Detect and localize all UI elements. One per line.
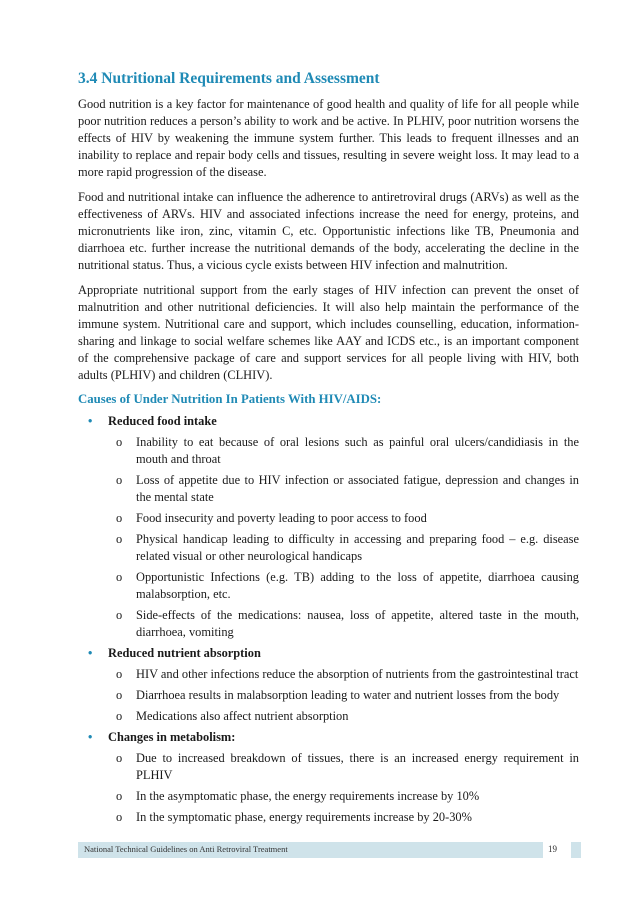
sub-bullet-icon: o xyxy=(116,511,123,525)
list-item xyxy=(78,569,579,603)
list-item xyxy=(78,666,579,683)
sub-bullet-icon: o xyxy=(116,688,123,702)
cause-title-wrapper xyxy=(78,645,579,662)
list-item-text: Side-effects of the medications: nausea, loss of appetite, altered taste in the mouth, diarrhoea, vomiting xyxy=(136,608,579,639)
cause-title: Reduced nutrient absorption xyxy=(108,646,261,660)
list-item xyxy=(78,510,579,527)
bullet-icon: • xyxy=(88,730,93,744)
page-content xyxy=(78,70,579,830)
list-item-text: Food insecurity and poverty leading to poor access to food xyxy=(136,511,427,525)
cause-title-wrapper xyxy=(78,729,579,746)
paragraph-1: Good nutrition is a key factor for maintenance of good health and quality of life for all people while poor nutrition reduces a person’s ability to work and be active. In PLHIV, poor nutrition worsens the effects of HIV by weakening the immune system further. This leads to frequent illnesses and an inability to replace and repair body cells and tissues, resulting in severe weight loss. It may lead to a more rapid progression of the disease. xyxy=(78,97,579,179)
section-title: 3.4 Nutritional Requirements and Assessment xyxy=(78,70,380,87)
footer-band xyxy=(78,842,543,858)
list-item xyxy=(78,809,579,826)
list-item-text: Due to increased breakdown of tissues, there is an increased energy requirement in PLHIV xyxy=(136,751,579,782)
list-item xyxy=(78,687,579,704)
list-item-text: Inability to eat because of oral lesions such as painful oral ulcers/candidiasis in the mouth and throat xyxy=(136,435,579,466)
sub-bullet-icon: o xyxy=(116,667,123,681)
cause-group-food-intake xyxy=(78,413,579,641)
bullet-icon: • xyxy=(88,646,93,660)
list-item xyxy=(78,750,579,784)
list-item xyxy=(78,472,579,506)
bullet-icon: • xyxy=(88,414,93,428)
footer-corner-block xyxy=(571,842,581,858)
list-item xyxy=(78,434,579,468)
list-item-text: Loss of appetite due to HIV infection or associated fatigue, depression and changes in the mental state xyxy=(136,473,579,504)
list-item-text: Opportunistic Infections (e.g. TB) adding to the loss of appetite, diarrhoea causing malabsorption, etc. xyxy=(136,570,579,601)
cause-title-wrapper xyxy=(78,413,579,430)
list-item xyxy=(78,531,579,565)
page-number: 19 xyxy=(548,844,557,854)
list-item-text: Physical handicap leading to difficulty in accessing and preparing food – e.g. disease related visual or other neurological handicaps xyxy=(136,532,579,563)
cause-title: Reduced food intake xyxy=(108,414,217,428)
list-item-text: In the symptomatic phase, energy requirements increase by 20-30% xyxy=(136,810,472,824)
list-item-text: HIV and other infections reduce the absorption of nutrients from the gastrointestinal tract xyxy=(136,667,579,681)
sub-bullet-icon: o xyxy=(116,608,123,622)
list-item-text: In the asymptomatic phase, the energy requirements increase by 10% xyxy=(136,789,480,803)
list-item-text: Diarrhoea results in malabsorption leading to water and nutrient losses from the body xyxy=(136,688,560,702)
list-item xyxy=(78,708,579,725)
list-item xyxy=(78,788,579,805)
sub-bullet-icon: o xyxy=(116,435,123,449)
cause-title: Changes in metabolism: xyxy=(108,730,236,744)
sub-bullet-icon: o xyxy=(116,810,123,824)
sub-bullet-icon: o xyxy=(116,570,123,584)
paragraph-3: Appropriate nutritional support from the early stages of HIV infection can prevent the onset of malnutrition and other nutritional deficiencies. It will also help maintain the performance of the immune system. Nutritional care and support, which includes counselling, education, information-sharing and linkage to social welfare schemes like AAY and ICDS etc., is an important component of the comprehensive package of care and support services for all people living with HIV, both adults (PLHIV) and children (CLHIV). xyxy=(78,283,579,382)
cause-group-metabolism xyxy=(78,729,579,826)
sub-bullet-icon: o xyxy=(116,532,123,546)
paragraph-2: Food and nutritional intake can influence the adherence to antiretroviral drugs (ARVs) as well as the effectiveness of ARVs. HIV and associated infections increase the need for energy, proteins, and micronutrients like iron, zinc, vitamin C, etc. Opportunistic infections like TB, Pneumonia and diarrhoea etc. further increase the nutritional demands of the body, accelerating the decline in the nutritional status. Thus, a vicious cycle exists between HIV infection and malnutrition. xyxy=(78,190,579,272)
sub-bullet-icon: o xyxy=(116,751,123,765)
causes-heading: Causes of Under Nutrition In Patients With HIV/AIDS: xyxy=(78,392,382,406)
list-item xyxy=(78,607,579,641)
sub-bullet-icon: o xyxy=(116,789,123,803)
list-item-text: Medications also affect nutrient absorption xyxy=(136,709,349,723)
sub-bullet-icon: o xyxy=(116,473,123,487)
footer-text: National Technical Guidelines on Anti Retroviral Treatment xyxy=(84,844,288,854)
cause-group-nutrient-absorption xyxy=(78,645,579,725)
sub-bullet-icon: o xyxy=(116,709,123,723)
